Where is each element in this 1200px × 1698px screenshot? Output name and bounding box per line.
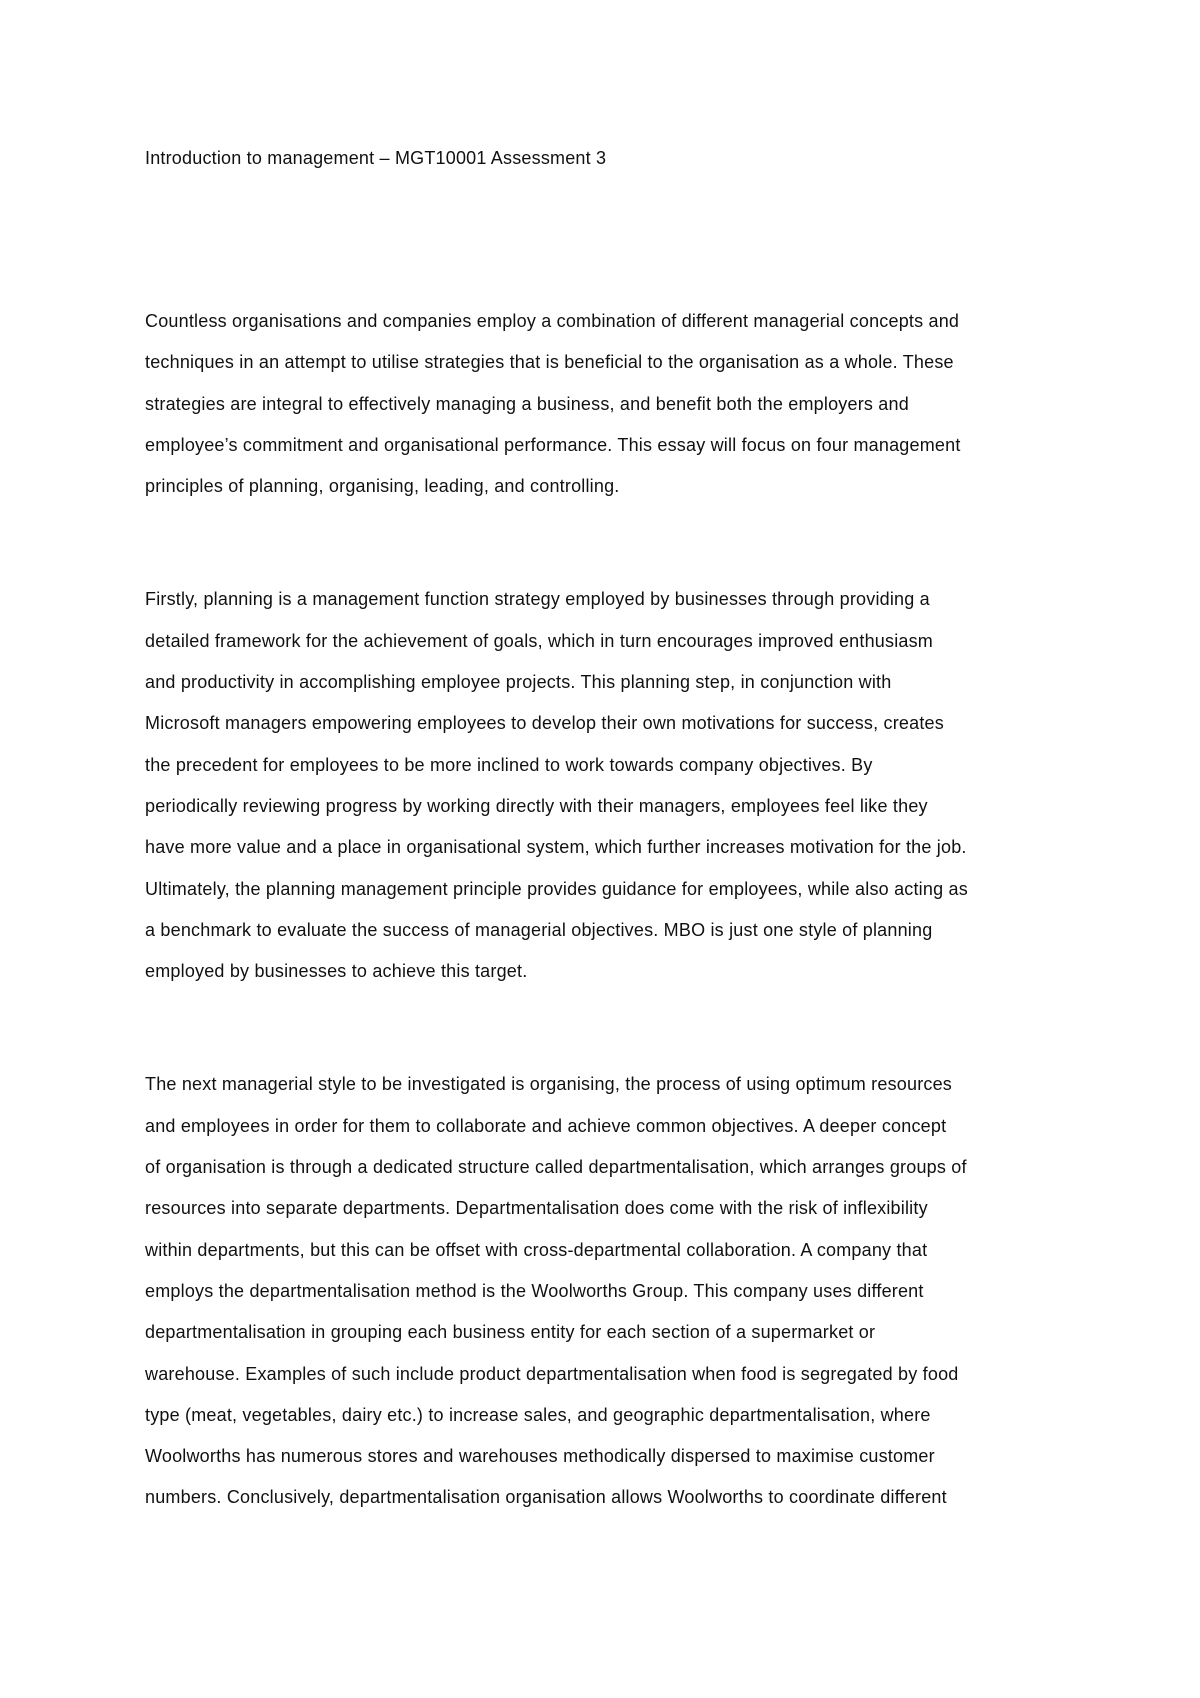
text-line: principles of planning, organising, leading, and controlling. [145,476,620,497]
text-line: Countless organisations and companies employ a combination of different managerial concepts and [145,311,960,331]
text-line: type (meat, vegetables, dairy etc.) to increase sales, and geographic departmentalisation, where [145,1404,931,1425]
text-line: resources into separate departments. Departmentalisation does come with the risk of inflexibility [145,1198,928,1219]
text-line: periodically reviewing progress by working directly with their managers, employees feel like they [145,795,928,816]
text-line: techniques in an attempt to utilise strategies that is beneficial to the organisation as a whole. These [145,352,954,373]
text-line: departmentalisation in grouping each business entity for each section of a supermarket or [145,1322,876,1343]
paragraph-organising [145,1064,1070,1518]
document-body [145,143,1070,1519]
text-line: of organisation is through a dedicated structure called departmentalisation, which arranges groups of [145,1157,967,1178]
text-line: warehouse. Examples of such include product departmentalisation when food is segregated by food [145,1363,959,1384]
text-line: the precedent for employees to be more inclined to work towards company objectives. By [145,754,873,775]
text-line: Microsoft managers empowering employees to develop their own motivations for success, creates [145,713,944,734]
text-line: numbers. Conclusively, departmentalisation organisation allows Woolworths to coordinate different [145,1487,947,1508]
text-line: within departments, but this can be offset with cross-departmental collaboration. A company that [145,1239,928,1260]
text-line: The next managerial style to be investigated is organising, the process of using optimum resources [145,1074,953,1095]
text-line: and productivity in accomplishing employee projects. This planning step, in conjunction with [145,672,892,693]
text-line: employs the departmentalisation method is the Woolworths Group. This company uses different [145,1280,924,1301]
paragraph-planning [145,579,1070,992]
text-line: Firstly, planning is a management function strategy employed by businesses through providing a [145,589,930,610]
text-line: a benchmark to evaluate the success of managerial objectives. MBO is just one style of planning [145,919,933,940]
text-line: strategies are integral to effectively managing a business, and benefit both the employers and [145,393,909,414]
text-line: detailed framework for the achievement of goals, which in turn encourages improved enthusiasm [145,630,934,651]
document-title: Introduction to management – MGT10001 Assessment 3 [145,148,607,168]
text-line: Woolworths has numerous stores and warehouses methodically dispersed to maximise customer [145,1446,935,1467]
text-line: have more value and a place in organisational system, which further increases motivation for the job. [145,837,967,858]
paragraph-introduction [145,301,1070,507]
text-line: Ultimately, the planning management principle provides guidance for employees, while also acting as [145,878,968,899]
text-line: employed by businesses to achieve this target. [145,961,528,982]
text-line: employee’s commitment and organisational performance. This essay will focus on four management [145,434,961,455]
text-line: and employees in order for them to collaborate and achieve common objectives. A deeper concept [145,1115,947,1136]
